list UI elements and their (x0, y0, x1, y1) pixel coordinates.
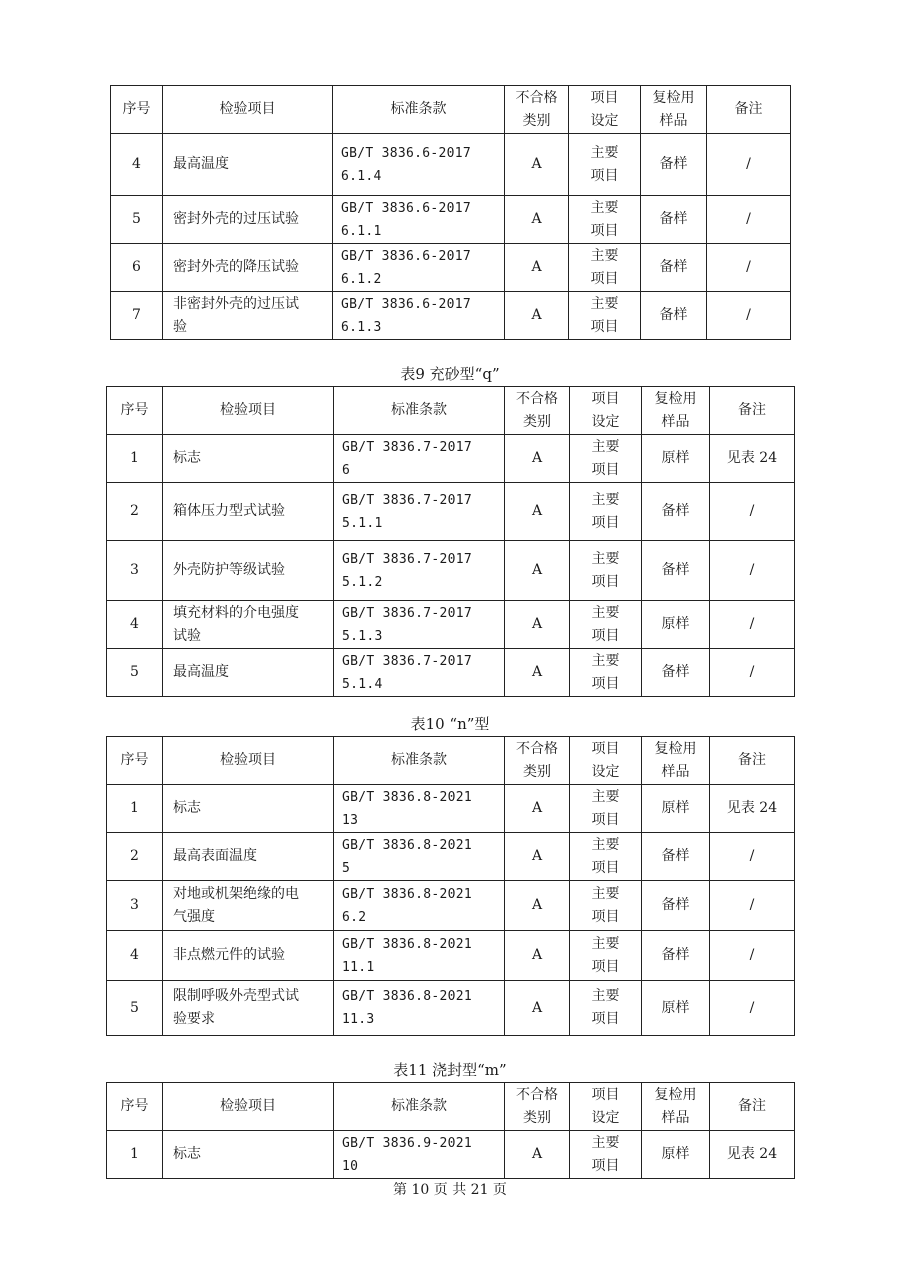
row-item (163, 833, 334, 881)
row-remark: / (707, 292, 791, 340)
row-remark: 见表 24 (710, 785, 795, 833)
row-standard-line: 6.1.2 (341, 271, 382, 287)
row-item-line: 试验 (173, 627, 201, 644)
row-item-line: 标志 (173, 450, 201, 466)
row-category: A (505, 541, 570, 601)
row-sample: 原样 (642, 981, 710, 1036)
header-item: 检验项目 (163, 387, 334, 435)
row-category: A (505, 981, 570, 1036)
row-sample: 备样 (641, 196, 707, 244)
row-remark: / (710, 833, 795, 881)
row-setting (569, 244, 641, 292)
row-setting-line: 主要 (591, 652, 620, 669)
row-standard-line: 11.3 (342, 1012, 375, 1027)
table-header-row (107, 387, 795, 435)
row-setting-line: 项目 (591, 675, 620, 692)
row-standard (334, 601, 505, 649)
row-item-line: 气强度 (173, 908, 215, 925)
table-row (107, 649, 795, 697)
row-item-line: 标志 (173, 1146, 201, 1162)
row-remark: / (707, 134, 791, 196)
row-setting (570, 1131, 642, 1179)
row-setting (570, 435, 642, 483)
row-standard-line: GB/T 3836.7-2017 (342, 492, 473, 508)
header-no: 序号 (111, 86, 163, 134)
row-item (163, 244, 333, 292)
row-setting-line: 项目 (591, 1011, 620, 1027)
row-item-line: 密封外壳的过压试验 (173, 211, 299, 227)
row-item (163, 541, 334, 601)
header-category (505, 86, 569, 134)
table-9-caption: 表9 充砂型“q” (400, 365, 500, 383)
row-no: 1 (107, 435, 163, 483)
row-item-line: 最高温度 (173, 156, 229, 172)
header-category-line: 类别 (522, 112, 551, 129)
row-setting (570, 833, 642, 881)
row-no: 2 (107, 833, 163, 881)
header-category-line: 类别 (523, 763, 551, 780)
row-remark: / (710, 931, 795, 981)
row-standard (334, 1131, 505, 1179)
row-setting-line: 主要 (591, 885, 620, 902)
row-standard (334, 483, 505, 541)
row-setting (570, 483, 642, 541)
row-item (163, 601, 334, 649)
row-sample: 备样 (642, 483, 710, 541)
row-category: A (505, 196, 569, 244)
row-item-line: 非密封外壳的过压试 (173, 295, 299, 312)
row-item-line: 外壳防护等级试验 (173, 562, 285, 578)
row-item (163, 785, 334, 833)
row-remark: / (710, 541, 795, 601)
row-standard-line: GB/T 3836.8-2021 (342, 789, 473, 805)
row-standard-line: GB/T 3836.6-2017 (341, 145, 472, 161)
row-item (163, 649, 334, 697)
inspection-table-9 (106, 386, 795, 697)
row-item (163, 931, 334, 981)
row-standard-line: 6.1.1 (341, 223, 382, 239)
header-setting (570, 1083, 642, 1131)
header-category-line: 类别 (523, 1109, 551, 1126)
row-setting (570, 785, 642, 833)
row-category: A (505, 435, 570, 483)
row-item-line: 最高表面温度 (173, 848, 257, 864)
table-row (107, 541, 795, 601)
row-item (163, 483, 334, 541)
header-sample (642, 1083, 710, 1131)
row-standard-line: 6 (342, 462, 351, 478)
header-category (505, 1083, 570, 1131)
row-category: A (505, 785, 570, 833)
row-standard (334, 435, 505, 483)
header-category-line: 不合格 (515, 89, 558, 106)
row-setting-line: 项目 (591, 1157, 620, 1174)
row-no: 5 (107, 981, 163, 1036)
header-category-line: 不合格 (516, 390, 558, 407)
table-row (111, 244, 791, 292)
table-10-caption: 表10 “n”型 (410, 715, 490, 733)
table-header-row (107, 737, 795, 785)
table-row (107, 785, 795, 833)
header-remark: 备注 (707, 86, 791, 134)
row-item-line: 验 (173, 318, 187, 335)
row-item (163, 435, 334, 483)
header-item: 检验项目 (163, 737, 334, 785)
header-standard: 标准条款 (334, 737, 505, 785)
row-standard-line: 11.1 (342, 959, 375, 975)
row-sample: 备样 (642, 833, 710, 881)
row-item (163, 134, 333, 196)
row-category: A (505, 292, 569, 340)
header-setting (569, 86, 641, 134)
row-no: 1 (107, 1131, 163, 1179)
header-sample-line: 样品 (661, 763, 690, 780)
row-standard-line: 5.1.1 (342, 515, 383, 531)
row-item-line: 限制呼吸外壳型式试 (173, 988, 299, 1004)
row-no: 3 (107, 541, 163, 601)
row-setting-line: 项目 (590, 167, 619, 184)
row-standard-line: GB/T 3836.6-2017 (341, 200, 472, 216)
row-item-line: 最高温度 (173, 664, 229, 680)
row-remark: 见表 24 (710, 435, 795, 483)
row-standard (333, 244, 505, 292)
header-sample (641, 86, 707, 134)
row-setting-line: 主要 (591, 491, 620, 508)
row-category: A (505, 881, 570, 931)
row-remark: / (710, 649, 795, 697)
row-standard-line: 13 (342, 812, 359, 828)
header-item: 检验项目 (163, 1083, 334, 1131)
row-setting (570, 541, 642, 601)
header-remark: 备注 (710, 1083, 795, 1131)
header-sample-line: 复检用 (654, 390, 697, 407)
table-11-caption: 表11 浇封型“m” (393, 1061, 507, 1079)
header-category (505, 387, 570, 435)
row-setting-line: 主要 (591, 836, 620, 853)
row-sample: 原样 (642, 435, 710, 483)
row-setting-line: 项目 (591, 514, 620, 531)
row-setting (570, 931, 642, 981)
row-sample: 备样 (641, 134, 707, 196)
row-item (163, 1131, 334, 1179)
table-row (107, 833, 795, 881)
row-remark: / (710, 881, 795, 931)
row-no: 5 (111, 196, 163, 244)
row-standard (333, 134, 505, 196)
header-no: 序号 (107, 387, 163, 435)
row-standard-line: GB/T 3836.7-2017 (342, 605, 473, 621)
row-standard-line: GB/T 3836.8-2021 (342, 989, 473, 1004)
header-setting (570, 387, 642, 435)
row-standard (334, 541, 505, 601)
header-setting-line: 设定 (591, 763, 620, 780)
row-setting-line: 主要 (590, 144, 619, 161)
row-setting-line: 项目 (591, 811, 620, 828)
row-setting-line: 项目 (591, 958, 620, 975)
inspection-table-continued (110, 85, 791, 340)
row-setting-line: 主要 (591, 988, 620, 1004)
row-standard (334, 833, 505, 881)
row-standard-line: GB/T 3836.6-2017 (341, 248, 472, 264)
header-setting-line: 设定 (591, 413, 620, 430)
header-sample-line: 样品 (661, 413, 690, 430)
row-category: A (505, 649, 570, 697)
table-row (107, 483, 795, 541)
header-setting-line: 项目 (591, 390, 620, 407)
row-standard-line: 5.1.3 (342, 628, 383, 644)
row-category: A (505, 931, 570, 981)
row-setting-line: 主要 (591, 604, 620, 621)
row-setting-line: 项目 (590, 222, 619, 239)
row-standard (334, 785, 505, 833)
row-sample: 备样 (642, 881, 710, 931)
row-category: A (505, 483, 570, 541)
row-item-line: 验要求 (173, 1011, 215, 1027)
row-item-line: 非点燃元件的试验 (173, 947, 285, 963)
row-sample: 原样 (642, 1131, 710, 1179)
header-category-line: 类别 (523, 413, 551, 430)
header-setting-line: 项目 (591, 740, 620, 757)
row-standard-line: GB/T 3836.9-2021 (342, 1135, 473, 1151)
table-row (107, 981, 795, 1036)
row-sample: 备样 (642, 649, 710, 697)
row-no: 4 (111, 134, 163, 196)
row-sample: 原样 (642, 785, 710, 833)
header-sample-line: 复检用 (652, 89, 695, 106)
row-item (163, 981, 334, 1036)
row-setting-line: 主要 (590, 247, 619, 264)
row-standard-line: 5.1.2 (342, 574, 383, 590)
row-standard (334, 931, 505, 981)
row-setting (569, 196, 641, 244)
header-setting-line: 项目 (591, 1086, 620, 1103)
table-row (107, 881, 795, 931)
row-item-line: 密封外壳的降压试验 (173, 259, 299, 275)
row-standard-line: 10 (342, 1158, 359, 1174)
header-sample-line: 样品 (659, 112, 688, 129)
row-setting-line: 主要 (591, 438, 620, 455)
row-sample: 备样 (642, 541, 710, 601)
inspection-table-10 (106, 736, 795, 1036)
row-setting (569, 292, 641, 340)
header-standard: 标准条款 (334, 1083, 505, 1131)
row-remark: / (710, 981, 795, 1036)
row-no: 6 (111, 244, 163, 292)
row-standard (333, 196, 505, 244)
header-standard: 标准条款 (333, 86, 505, 134)
row-no: 1 (107, 785, 163, 833)
row-category: A (505, 1131, 570, 1179)
row-item (163, 292, 333, 340)
row-setting-line: 主要 (591, 1134, 620, 1151)
table-row (111, 134, 791, 196)
row-setting-line: 项目 (590, 270, 619, 287)
row-item-line: 填充材料的介电强度 (173, 604, 299, 621)
row-standard-line: GB/T 3836.8-2021 (342, 886, 473, 902)
row-category: A (505, 244, 569, 292)
row-category: A (505, 134, 569, 196)
row-category: A (505, 833, 570, 881)
row-remark: 见表 24 (710, 1131, 795, 1179)
row-standard-line: GB/T 3836.6-2017 (341, 296, 472, 312)
header-remark: 备注 (710, 387, 795, 435)
row-setting-line: 项目 (590, 318, 619, 335)
row-item-line: 箱体压力型式试验 (173, 503, 285, 519)
row-setting (570, 981, 642, 1036)
header-sample-line: 复检用 (654, 740, 697, 757)
row-setting-line: 项目 (591, 461, 620, 478)
row-remark: / (707, 196, 791, 244)
row-sample: 备样 (641, 292, 707, 340)
header-sample (642, 737, 710, 785)
row-standard-line: 5 (342, 860, 351, 876)
row-item (163, 881, 334, 931)
row-setting-line: 主要 (591, 788, 620, 805)
row-item (163, 196, 333, 244)
row-standard (334, 881, 505, 931)
header-item: 检验项目 (163, 86, 333, 134)
row-standard (334, 649, 505, 697)
row-setting-line: 项目 (591, 859, 620, 876)
row-setting-line: 项目 (591, 627, 620, 644)
header-sample-line: 复检用 (654, 1086, 697, 1103)
table-header-row (111, 86, 791, 134)
inspection-table-11 (106, 1082, 795, 1179)
header-setting-line: 设定 (590, 112, 619, 129)
row-sample: 原样 (642, 601, 710, 649)
row-remark: / (707, 244, 791, 292)
row-standard-line: 6.1.4 (341, 168, 382, 184)
header-sample (642, 387, 710, 435)
row-item-line: 对地或机架绝缘的电 (173, 885, 299, 902)
row-setting (570, 601, 642, 649)
header-setting (570, 737, 642, 785)
row-no: 3 (107, 881, 163, 931)
row-no: 4 (107, 931, 163, 981)
page-footer: 第 10 页 共 21 页 (393, 1182, 507, 1198)
header-category (505, 737, 570, 785)
table-row (107, 1131, 795, 1179)
row-standard-line: 6.2 (342, 909, 367, 925)
row-setting-line: 项目 (591, 908, 620, 925)
header-no: 序号 (107, 1083, 163, 1131)
row-setting (569, 134, 641, 196)
row-setting (570, 649, 642, 697)
header-no: 序号 (107, 737, 163, 785)
header-category-line: 不合格 (516, 1086, 558, 1103)
row-standard-line: 5.1.4 (342, 676, 383, 692)
row-remark: / (710, 483, 795, 541)
row-no: 7 (111, 292, 163, 340)
row-standard-line: GB/T 3836.7-2017 (342, 653, 473, 669)
row-standard-line: GB/T 3836.8-2021 (342, 936, 473, 952)
row-remark: / (710, 601, 795, 649)
row-sample: 备样 (642, 931, 710, 981)
header-category-line: 不合格 (516, 740, 558, 757)
table-row (107, 601, 795, 649)
header-setting-line: 设定 (591, 1109, 620, 1126)
row-setting (570, 881, 642, 931)
row-standard-line: 6.1.3 (341, 319, 382, 335)
row-standard (334, 981, 505, 1036)
row-item-line: 标志 (173, 800, 201, 816)
row-no: 4 (107, 601, 163, 649)
row-no: 5 (107, 649, 163, 697)
table-row (107, 931, 795, 981)
table-row (107, 435, 795, 483)
row-sample: 备样 (641, 244, 707, 292)
row-setting-line: 主要 (591, 935, 620, 952)
table-row (111, 196, 791, 244)
row-setting-line: 项目 (591, 573, 620, 590)
table-row (111, 292, 791, 340)
header-standard: 标准条款 (334, 387, 505, 435)
row-standard-line: GB/T 3836.8-2021 (342, 837, 473, 853)
row-standard (333, 292, 505, 340)
row-category: A (505, 601, 570, 649)
row-standard-line: GB/T 3836.7-2017 (342, 551, 473, 567)
row-setting-line: 主要 (591, 550, 620, 567)
header-setting-line: 项目 (590, 89, 619, 106)
table-header-row (107, 1083, 795, 1131)
row-no: 2 (107, 483, 163, 541)
header-remark: 备注 (710, 737, 795, 785)
header-sample-line: 样品 (661, 1109, 690, 1126)
row-standard-line: GB/T 3836.7-2017 (342, 439, 473, 455)
row-setting-line: 主要 (590, 199, 619, 216)
row-setting-line: 主要 (590, 295, 619, 312)
